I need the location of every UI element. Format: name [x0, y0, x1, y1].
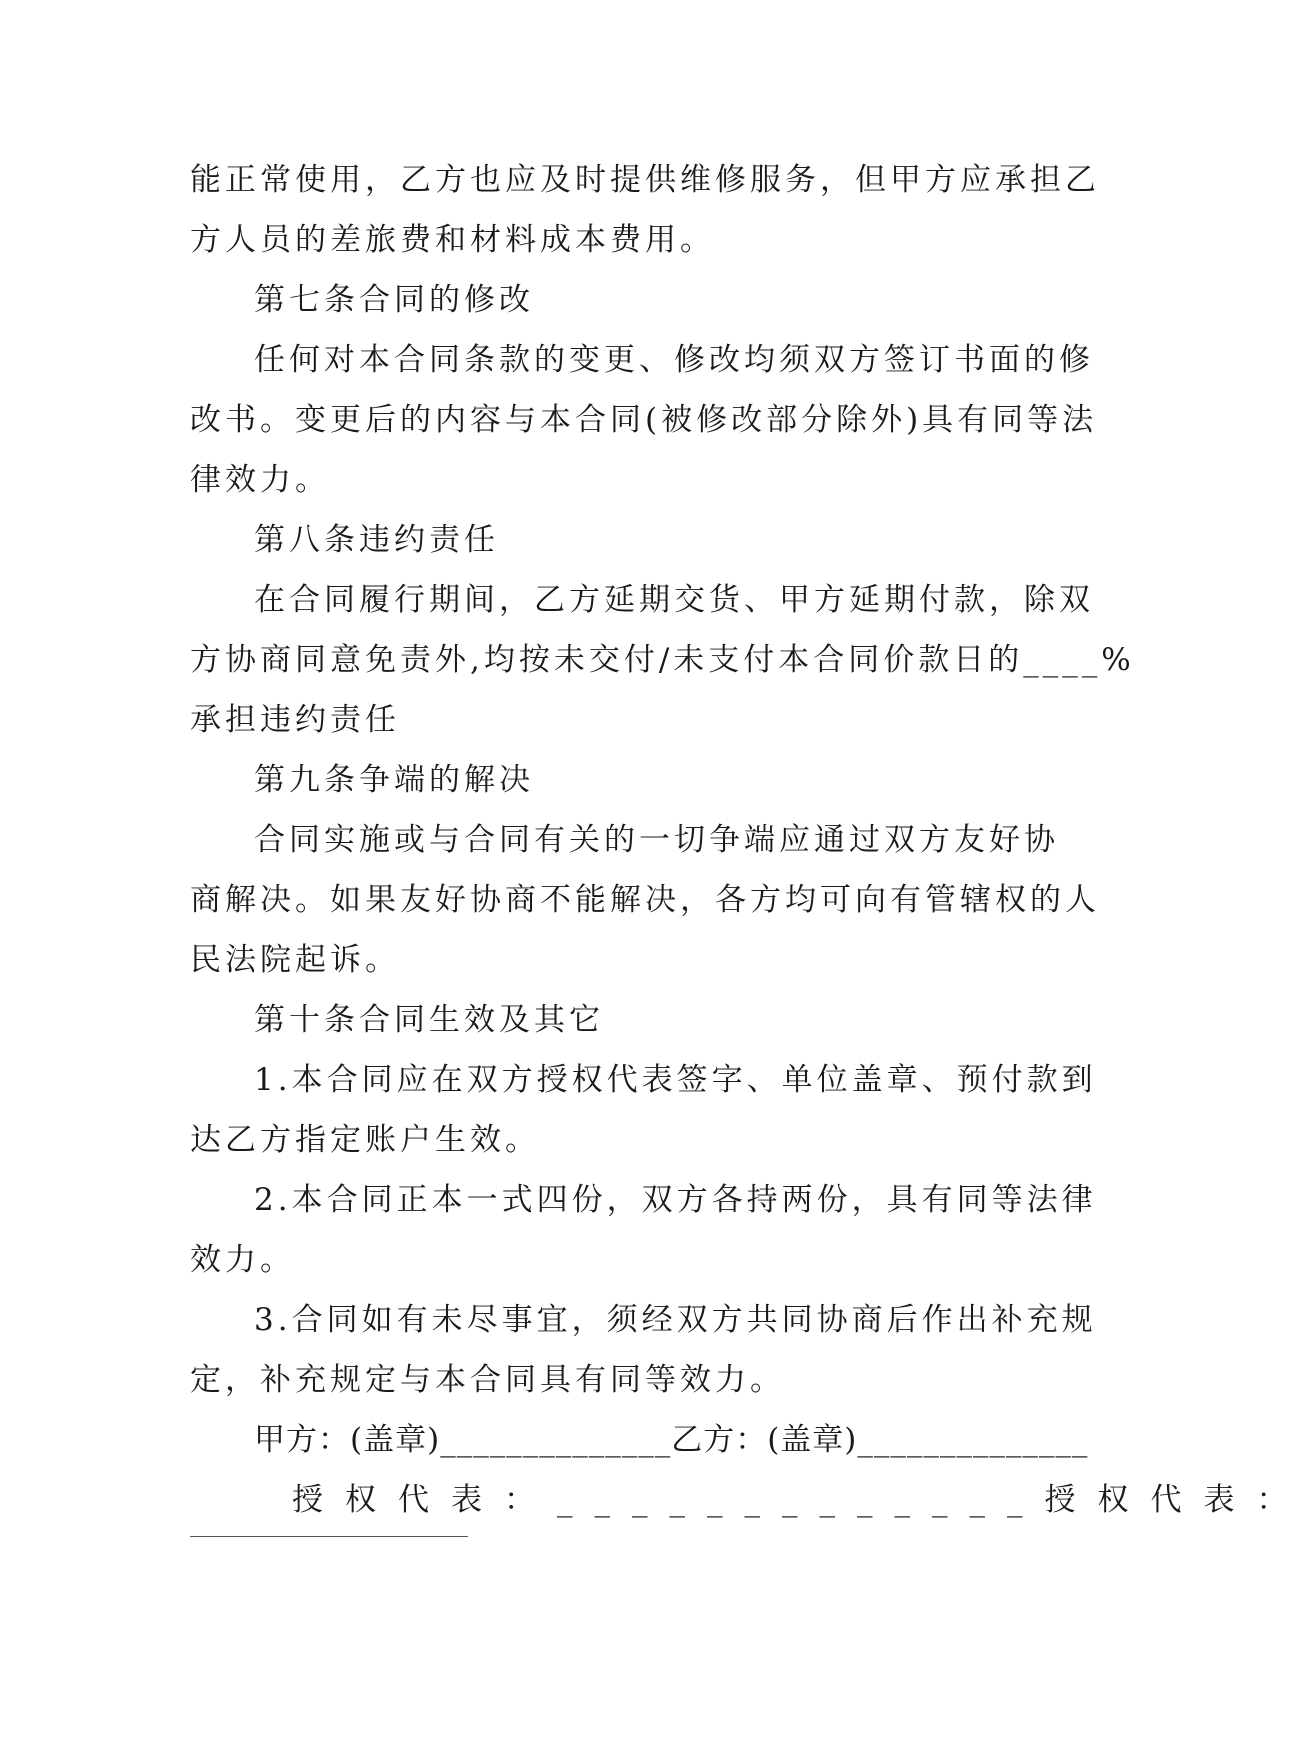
authorized-representative-line: 授权代表：_____________授权代表： [292, 1482, 1310, 1518]
paragraph-line: 商解决。如果友好协商不能解决，各方均可向有管辖权的人 [190, 882, 1100, 918]
section-heading-9: 第九条争端的解决 [254, 762, 534, 798]
paragraph-line: 能正常使用，乙方也应及时提供维修服务，但甲方应承担乙 [190, 162, 1100, 198]
paragraph-line: 改书。变更后的内容与本合同(被修改部分除外)具有同等法 [190, 402, 1098, 438]
paragraph-line: 达乙方指定账户生效。 [190, 1122, 540, 1158]
paragraph-line: 效力。 [190, 1242, 295, 1278]
paragraph-line: 方协商同意免责外,均按未交付/未支付本合同价款日的____% [190, 642, 1135, 678]
paragraph-line: 定，补充规定与本合同具有同等效力。 [190, 1362, 785, 1398]
section-heading-10: 第十条合同生效及其它 [254, 1002, 604, 1038]
paragraph-line: 3.合同如有未尽事宜，须经双方共同协商后作出补充规 [254, 1302, 1097, 1338]
paragraph-line: 在合同履行期间，乙方延期交货、甲方延期付款，除双 [254, 582, 1094, 618]
section-heading-8: 第八条违约责任 [254, 522, 499, 558]
paragraph-line: 2.本合同正本一式四份，双方各持两份，具有同等法律 [254, 1182, 1097, 1218]
paragraph-line: 方人员的差旅费和材料成本费用。 [190, 222, 715, 258]
paragraph-line: 合同实施或与合同有关的一切争端应通过双方友好协 [254, 822, 1059, 858]
section-heading-7: 第七条合同的修改 [254, 282, 534, 318]
paragraph-line: 民法院起诉。 [190, 942, 400, 978]
paragraph-line: 承担违约责任 [190, 702, 400, 738]
paragraph-line: 1.本合同应在双方授权代表签字、单位盖章、预付款到 [254, 1062, 1097, 1098]
signature-seal-line: 甲方：(盖章)______________乙方：(盖章)______________ [254, 1422, 1089, 1458]
paragraph-line: 任何对本合同条款的变更、修改均须双方签订书面的修 [254, 342, 1094, 378]
signature-underline [190, 1536, 468, 1537]
paragraph-line: 律效力。 [190, 462, 330, 498]
